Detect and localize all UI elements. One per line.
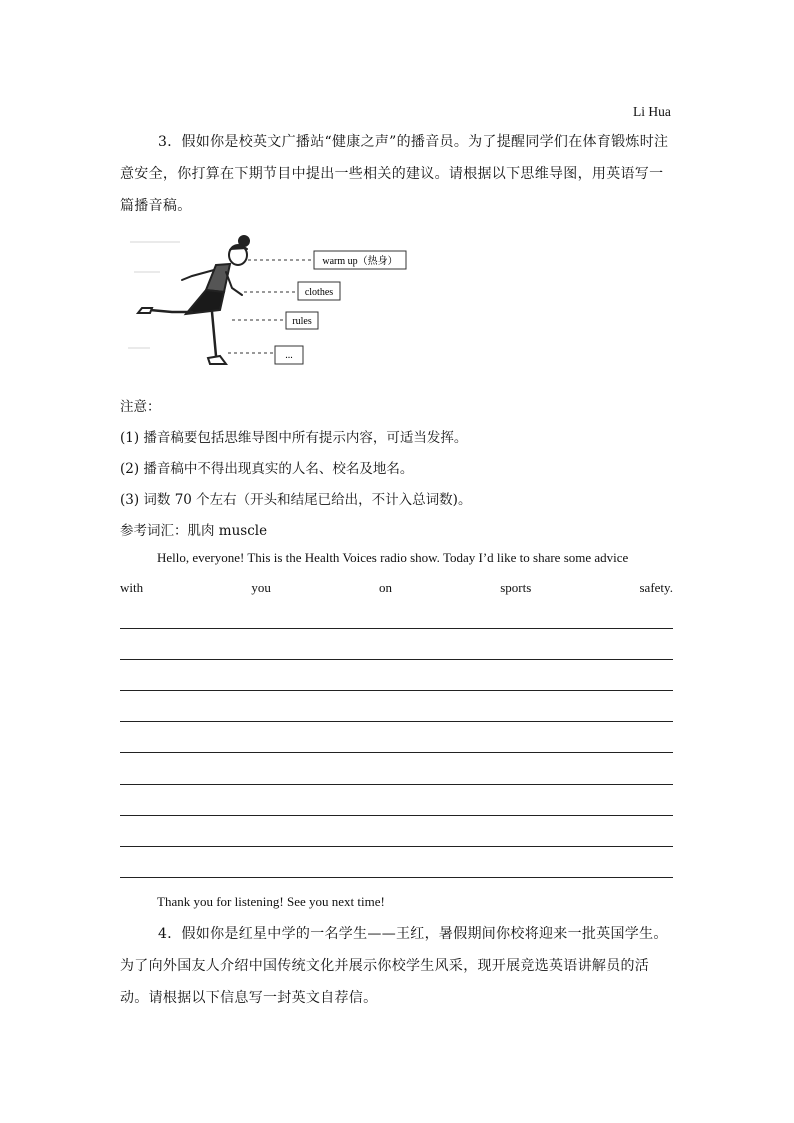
answer-line[interactable] — [120, 628, 673, 629]
closing-line: Thank you for listening! See you next time! — [157, 894, 385, 909]
answer-line[interactable] — [120, 846, 673, 847]
signature: Li Hua — [633, 104, 671, 119]
answer-line[interactable] — [120, 690, 673, 691]
answer-line[interactable] — [120, 721, 673, 722]
note-3: (3) 词数 70 个左右（开头和结尾已给出，不计入总词数)。 — [120, 492, 472, 508]
running-girl-icon — [138, 236, 249, 364]
mindmap-label-more: ... — [285, 350, 293, 361]
note-2: (2) 播音稿中不得出现真实的人名、校名及地名。 — [120, 461, 414, 477]
question-4-prompt: 4．假如你是红星中学的一名学生——王红，暑假期间你校将迎来一批英国学生。为了向外国友人介绍中国传统文化并展示你校学生风采，现开展竞选英语讲解员的活动。请根据以下信息写一封英文自荐信。 — [120, 926, 668, 1006]
opening-word: with — [120, 580, 144, 595]
opening-word: on — [379, 580, 393, 595]
opening-line-2 — [120, 580, 673, 600]
answer-line[interactable] — [120, 659, 673, 660]
opening-line-1: Hello, everyone! This is the Health Voices radio show. Today I’d like to share some advice — [157, 550, 629, 565]
answer-line[interactable] — [120, 784, 673, 785]
mindmap-illustration — [120, 228, 410, 380]
opening-word: safety. — [639, 580, 673, 595]
notes-title: 注意： — [120, 399, 161, 415]
opening-word: you — [251, 580, 271, 595]
answer-line[interactable] — [120, 752, 673, 753]
note-1: (1) 播音稿要包括思维导图中所有提示内容，可适当发挥。 — [120, 430, 468, 446]
vocab-hint: 参考词汇：肌肉 muscle — [120, 523, 268, 539]
answer-line[interactable] — [120, 815, 673, 816]
answer-line[interactable] — [120, 877, 673, 878]
mindmap-label-clothes: clothes — [304, 287, 334, 298]
mindmap-label-rules: rules — [292, 316, 312, 327]
question-3-prompt: 3．假如你是校英文广播站“健康之声”的播音员。为了提醒同学们在体育锻炼时注意安全，你打算在下期节目中提出一些相关的建议。请根据以下思维导图，用英语写一篇播音稿。 — [120, 134, 669, 214]
opening-word: sports — [500, 580, 532, 595]
mindmap-label-warmup: warm up（热身） — [322, 256, 398, 267]
